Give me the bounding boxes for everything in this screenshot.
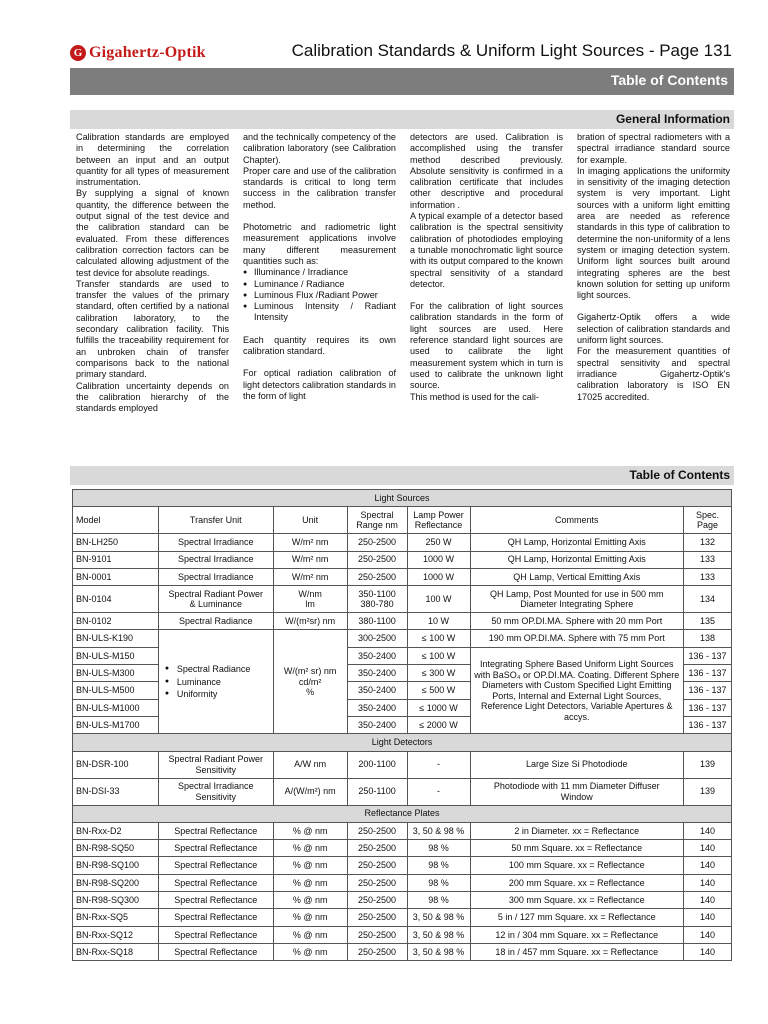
- table-cell: -: [407, 751, 470, 778]
- table-cell: QH Lamp, Post Mounted for use in 500 mm Diameter Integrating Sphere: [470, 586, 684, 613]
- table-cell: 250-2500: [347, 822, 407, 839]
- list-item: ● Illuminance / Irradiance: [243, 267, 396, 278]
- table-section-row: [73, 734, 732, 751]
- unit-cell: W/(m² sr) nm cd/m² %: [273, 630, 347, 734]
- toc-banner: [70, 68, 734, 95]
- paragraph: This method is used for the cali-: [410, 391, 539, 402]
- table-row: [73, 568, 732, 585]
- table-cell: Spectral Irradiance Sensitivity: [158, 778, 273, 805]
- text-column-4: [577, 132, 730, 414]
- table-cell: 10 W: [407, 613, 470, 630]
- table-cell: 250-1100: [347, 778, 407, 805]
- table-cell: Spectral Radiant Power Sensitivity: [158, 751, 273, 778]
- table-cell: 136 - 137: [684, 716, 732, 733]
- table-cell: Spectral Reflectance: [158, 926, 273, 943]
- table-cell: BN-R98-SQ100: [73, 857, 159, 874]
- text-column-2: [243, 132, 396, 414]
- paragraph: For the calibration of light sources calibration standards in the form of light sources are used. Here reference standard light sources are used to calibrate the light measurement system which in turn is used to calibrate the unknown light source.: [410, 301, 563, 391]
- table-cell: ≤ 1000 W: [407, 699, 470, 716]
- table-row: [73, 822, 732, 839]
- toc-banner-label: Table of Contents: [610, 72, 728, 88]
- table-cell: 139: [684, 778, 732, 805]
- table-cell: QH Lamp, Vertical Emitting Axis: [470, 568, 684, 585]
- table-cell: QH Lamp, Horizontal Emitting Axis: [470, 534, 684, 551]
- table-cell: Spectral Reflectance: [158, 822, 273, 839]
- table-cell: 380-1100: [347, 613, 407, 630]
- table-cell: 200-1100: [347, 751, 407, 778]
- table-row: [73, 874, 732, 891]
- table-row: [73, 943, 732, 960]
- column-header: Unit: [273, 507, 347, 534]
- table-cell: 1000 W: [407, 551, 470, 568]
- table-cell: BN-LH250: [73, 534, 159, 551]
- table-cell: BN-ULS-M500: [73, 682, 159, 699]
- table-row: [73, 778, 732, 805]
- table-cell: 350-2400: [347, 699, 407, 716]
- table-cell: BN-DSI-33: [73, 778, 159, 805]
- table-cell: W/(m²sr) nm: [273, 613, 347, 630]
- table-cell: BN-Rxx-SQ12: [73, 926, 159, 943]
- paragraph: By supplying a signal of known quantity, the difference between the output signal of the test device and the calibration standard can be evaluated. From these differences calibration correction factors can be calculated allowing adjustment of the test device for absolute readings.: [76, 188, 229, 278]
- table-cell: 250-2500: [347, 892, 407, 909]
- table-row: [73, 630, 732, 647]
- table-cell: 350-2400: [347, 716, 407, 733]
- gigahertz-optik-logo: [70, 44, 206, 62]
- table-cell: 250-2500: [347, 926, 407, 943]
- table-cell: 250-2500: [347, 568, 407, 585]
- table-section-row: [73, 490, 732, 507]
- table-cell: 98 %: [407, 892, 470, 909]
- paragraph: A typical example of a detector based calibration is the spectral sensitivity calibration of photodiodes employing a tunable monochromatic light source with its output compared to the known spectral sensitivity of a standard detector.: [410, 211, 563, 289]
- table-cell: 140: [684, 857, 732, 874]
- table-cell: ≤ 100 W: [407, 630, 470, 647]
- table-cell: Spectral Reflectance: [158, 943, 273, 960]
- uls-comment: Integrating Sphere Based Uniform Light Sources with BaSO₄ or OP.DI.MA. Coating. Different Sphere Diameters with Custom Specified Light Emitting Ports, Internal and External Light Sources, Reference Light Detectors, Variable Apertures & accys.: [470, 647, 684, 733]
- paragraph: and the technically competency of the calibration laboratory (see Calibration Chapter).: [243, 132, 396, 165]
- table-cell: 100 mm Square. xx = Reflectance: [470, 857, 684, 874]
- table-row: [73, 586, 732, 613]
- paragraph: Calibration standards are employed in determining the correlation between an input and an output quantity for all types of measurement instrumentation.: [76, 132, 229, 188]
- table-cell: 190 mm OP.DI.MA. Sphere with 75 mm Port: [470, 630, 684, 647]
- table-section-row: [73, 805, 732, 822]
- table-cell: BN-0102: [73, 613, 159, 630]
- table-cell: ≤ 100 W: [407, 647, 470, 664]
- paragraph: For optical radiation calibration of light detectors calibration standards in the form of light: [243, 368, 396, 401]
- table-cell: 140: [684, 822, 732, 839]
- table-cell: % @ nm: [273, 874, 347, 891]
- table-cell: Spectral Radiant Power & Luminance: [158, 586, 273, 613]
- table-cell: 200 mm Square. xx = Reflectance: [470, 874, 684, 891]
- paragraph: Proper care and use of the calibration standards is critical to long term success in the calibration transfer method.: [243, 165, 396, 210]
- table-cell: % @ nm: [273, 822, 347, 839]
- table-cell: 1000 W: [407, 568, 470, 585]
- column-header: Spectral Range nm: [347, 507, 407, 534]
- page-title: Calibration Standards & Uniform Light Sources - Page 131: [291, 41, 732, 60]
- table-cell: ≤ 500 W: [407, 682, 470, 699]
- column-header: Transfer Unit: [158, 507, 273, 534]
- table-cell: 132: [684, 534, 732, 551]
- table-cell: A/(W/m²) nm: [273, 778, 347, 805]
- column-header: Comments: [470, 507, 684, 534]
- table-cell: 350-2400: [347, 665, 407, 682]
- table-cell: 136 - 137: [684, 699, 732, 716]
- table-cell: 250-2500: [347, 874, 407, 891]
- table-cell: 140: [684, 909, 732, 926]
- table-cell: BN-Rxx-SQ18: [73, 943, 159, 960]
- table-cell: 98 %: [407, 857, 470, 874]
- list-item: ● Uniformity: [165, 689, 270, 700]
- table-cell: 134: [684, 586, 732, 613]
- table-cell: Spectral Irradiance: [158, 551, 273, 568]
- text-column-1: [76, 132, 229, 414]
- table-cell: Spectral Reflectance: [158, 909, 273, 926]
- table-cell: Spectral Reflectance: [158, 840, 273, 857]
- paragraph: Transfer standards are used to transfer the values of the primary standard, often certified by a national calibration laboratory, to the secondary calibration facility. This fulfills the traceability requirement for an unbroken chain of transfer comparisons back to the national primary standard.: [76, 278, 229, 380]
- table-cell: 250-2500: [347, 534, 407, 551]
- table-row: [73, 613, 732, 630]
- paragraph: Calibration uncertainty depends on the calibration hierarchy of the standards employed: [76, 380, 229, 414]
- table-row: [73, 751, 732, 778]
- section-heading: Light Sources: [73, 490, 732, 507]
- table-cell: 140: [684, 874, 732, 891]
- table-cell: BN-Rxx-D2: [73, 822, 159, 839]
- list-item: ● Luminous Intensity / Radiant Intensity: [243, 301, 396, 324]
- list-item: ● Luminous Flux /Radiant Power: [243, 290, 396, 301]
- page-header: [70, 40, 734, 68]
- table-cell: 133: [684, 568, 732, 585]
- table-cell: 136 - 137: [684, 647, 732, 664]
- paragraph: Gigahertz-Optik offers a wide selection of calibration standards and uniform light sources.: [577, 312, 730, 346]
- column-header: Spec. Page: [684, 507, 732, 534]
- table-cell: 12 in / 304 mm Square. xx = Reflectance: [470, 926, 684, 943]
- table-cell: 3, 50 & 98 %: [407, 943, 470, 960]
- table-cell: 98 %: [407, 874, 470, 891]
- table-cell: BN-Rxx-SQ5: [73, 909, 159, 926]
- paragraph: detectors are used. Calibration is accomplished using the transfer method described previously. Absolute sensitivity is confirmed in a calibration certificate that includes other descriptive and procedural information .: [410, 132, 563, 210]
- table-cell: ≤ 2000 W: [407, 716, 470, 733]
- table-cell: Large Size Si Photodiode: [470, 751, 684, 778]
- table-cell: BN-R98-SQ200: [73, 874, 159, 891]
- table-cell: BN-R98-SQ300: [73, 892, 159, 909]
- table-cell: Spectral Radiance: [158, 613, 273, 630]
- column-header: Model: [73, 507, 159, 534]
- quantity-list: [243, 267, 396, 323]
- column-header: Lamp Power Reflectance: [407, 507, 470, 534]
- table-cell: % @ nm: [273, 840, 347, 857]
- table-cell: Spectral Reflectance: [158, 874, 273, 891]
- table-cell: BN-0001: [73, 568, 159, 585]
- table-cell: BN-ULS-M150: [73, 647, 159, 664]
- table-cell: 250-2500: [347, 840, 407, 857]
- table-cell: 5 in / 127 mm Square. xx = Reflectance: [470, 909, 684, 926]
- table-cell: 133: [684, 551, 732, 568]
- table-row: [73, 926, 732, 943]
- text-column-3: [410, 132, 563, 414]
- paragraph: Photometric and radiometric light measurement applications involve many different measurement quantities such as:: [243, 222, 396, 266]
- table-cell: BN-R98-SQ50: [73, 840, 159, 857]
- table-cell: % @ nm: [273, 857, 347, 874]
- table-cell: Photodiode with 11 mm Diameter Diffuser Window: [470, 778, 684, 805]
- table-cell: 3, 50 & 98 %: [407, 926, 470, 943]
- table-cell: 135: [684, 613, 732, 630]
- paragraph: In imaging applications the uniformity in sensitivity of the imaging detection system is very important. Light sources with a uniform light emitting area are needed as reference standards in this type of calibration to determine the non-uniformity of a lens system or imaging detection system. Uniform light sources built around integrating spheres are the best known solution for setting up uniform light sources.: [577, 165, 730, 301]
- table-cell: 100 W: [407, 586, 470, 613]
- paragraph: Each quantity requires its own calibration standard.: [243, 334, 396, 357]
- table-cell: 350-2400: [347, 647, 407, 664]
- table-cell: 250-2500: [347, 943, 407, 960]
- table-cell: BN-ULS-M300: [73, 665, 159, 682]
- table-row: [73, 840, 732, 857]
- table-cell: 3, 50 & 98 %: [407, 909, 470, 926]
- table-cell: 2 in Diameter. xx = Reflectance: [470, 822, 684, 839]
- table-cell: ≤ 300 W: [407, 665, 470, 682]
- table-cell: A/W nm: [273, 751, 347, 778]
- table-cell: 140: [684, 926, 732, 943]
- table-cell: QH Lamp, Horizontal Emitting Axis: [470, 551, 684, 568]
- table-cell: 50 mm OP.DI.MA. Sphere with 20 mm Port: [470, 613, 684, 630]
- table-row: [73, 892, 732, 909]
- list-item: ● Spectral Radiance: [165, 664, 270, 675]
- table-cell: BN-9101: [73, 551, 159, 568]
- table-cell: 3, 50 & 98 %: [407, 822, 470, 839]
- section-heading: Light Detectors: [73, 734, 732, 751]
- table-cell: 300 mm Square. xx = Reflectance: [470, 892, 684, 909]
- table-row: [73, 534, 732, 551]
- table-cell: BN-0104: [73, 586, 159, 613]
- section-heading: Reflectance Plates: [73, 805, 732, 822]
- logo-text: Gigahertz-Optik: [89, 44, 206, 61]
- list-item: ● Luminance: [165, 677, 270, 688]
- logo-g-icon: G: [70, 45, 86, 61]
- table-cell: W/nm lm: [273, 586, 347, 613]
- general-information-heading: General Information: [70, 110, 734, 129]
- table-cell: BN-ULS-K190: [73, 630, 159, 647]
- product-table-body: [73, 490, 732, 961]
- table-cell: 136 - 137: [684, 682, 732, 699]
- table-cell: BN-ULS-M1700: [73, 716, 159, 733]
- general-information-text: [76, 132, 732, 414]
- table-cell: % @ nm: [273, 892, 347, 909]
- table-cell: 50 mm Square. xx = Reflectance: [470, 840, 684, 857]
- table-cell: 140: [684, 943, 732, 960]
- table-row: [73, 551, 732, 568]
- table-row: [73, 857, 732, 874]
- table-cell: % @ nm: [273, 926, 347, 943]
- table-cell: 250-2500: [347, 857, 407, 874]
- table-cell: 18 in / 457 mm Square. xx = Reflectance: [470, 943, 684, 960]
- table-cell: Spectral Reflectance: [158, 892, 273, 909]
- paragraph: bration of spectral radiometers with a spectral irradiance standard source for example.: [577, 132, 730, 165]
- table-cell: 136 - 137: [684, 665, 732, 682]
- table-cell: Spectral Irradiance: [158, 534, 273, 551]
- table-cell: 250-2500: [347, 909, 407, 926]
- table-cell: 98 %: [407, 840, 470, 857]
- paragraph: For the measurement quantities of spectral sensitivity and spectral irradiance Gigahertz-Optik's calibration laboratory is ISO EN 17025 accredited.: [577, 346, 730, 402]
- table-cell: Spectral Irradiance: [158, 568, 273, 585]
- table-cell: % @ nm: [273, 909, 347, 926]
- table-cell: 300-2500: [347, 630, 407, 647]
- table-row: [73, 909, 732, 926]
- table-cell: 350-1100 380-780: [347, 586, 407, 613]
- table-cell: 138: [684, 630, 732, 647]
- table-cell: BN-ULS-M1000: [73, 699, 159, 716]
- table-cell: 140: [684, 840, 732, 857]
- table-cell: BN-DSR-100: [73, 751, 159, 778]
- table-cell: % @ nm: [273, 943, 347, 960]
- table-cell: 350-2400: [347, 682, 407, 699]
- table-cell: 250 W: [407, 534, 470, 551]
- table-cell: Spectral Reflectance: [158, 857, 273, 874]
- product-table: [72, 489, 732, 961]
- table-cell: W/m² nm: [273, 551, 347, 568]
- table-header-row: [73, 507, 732, 534]
- table-cell: 140: [684, 892, 732, 909]
- table-cell: W/m² nm: [273, 534, 347, 551]
- transfer-unit-list: [158, 630, 273, 734]
- table-cell: W/m² nm: [273, 568, 347, 585]
- table-cell: -: [407, 778, 470, 805]
- table-cell: 139: [684, 751, 732, 778]
- list-item: ● Luminance / Radiance: [243, 279, 396, 290]
- table-cell: 250-2500: [347, 551, 407, 568]
- table-of-contents-heading: Table of Contents: [70, 466, 734, 485]
